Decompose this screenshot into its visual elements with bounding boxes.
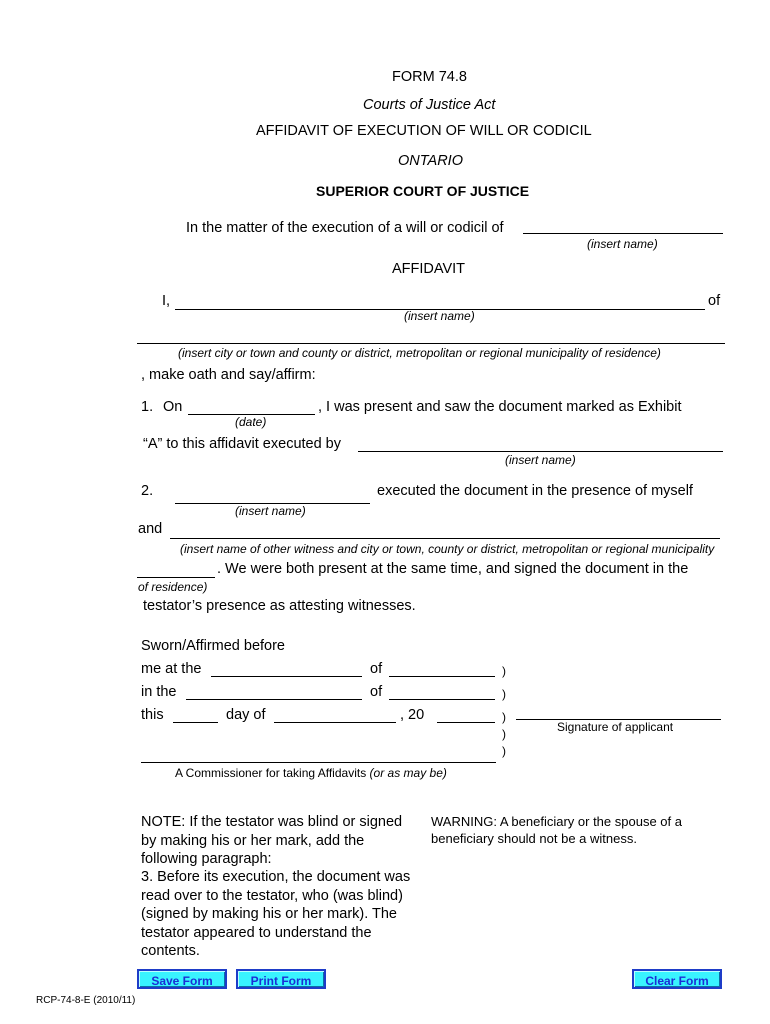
of1-field[interactable] <box>389 660 495 676</box>
para2-present: . We were both present at the same time, and signed the document in the <box>217 561 689 577</box>
day-field[interactable] <box>173 706 218 722</box>
witness2-line <box>170 538 720 539</box>
residence-field[interactable] <box>137 327 725 343</box>
executor-name-field[interactable] <box>358 435 723 451</box>
year-label: , 20 <box>400 707 425 723</box>
of-label: of <box>708 293 721 309</box>
sworn-heading: Sworn/Affirmed before <box>141 638 285 654</box>
para1-text: , I was present and saw the document marked as Exhibit <box>318 399 682 415</box>
form-number: FORM 74.8 <box>392 69 467 85</box>
commissioner-note: (or as may be) <box>369 766 447 780</box>
i-label: I, <box>162 293 171 309</box>
para2-executed: executed the document in the presence of myself <box>377 483 693 499</box>
of2-label: of <box>370 684 383 700</box>
court-name: SUPERIOR COURT OF JUSTICE <box>316 183 530 199</box>
note-text: NOTE: If the testator was blind or signed by making his or her mark, add the following paragraph: <box>141 814 403 867</box>
commissioner-label: A Commissioner for taking Affidavits (or as may be) <box>175 766 447 780</box>
witness2-residence-line <box>137 577 215 578</box>
witness2-residence-field[interactable] <box>137 561 215 577</box>
bracket-3: ) <box>502 710 506 724</box>
day-line <box>173 722 218 723</box>
para1-line2: “A” to this affidavit executed by <box>143 436 342 452</box>
matter-text: In the matter of the execution of a will or codicil of <box>186 220 504 236</box>
day-of-label: day of <box>226 707 266 723</box>
executor-name-line <box>358 451 723 452</box>
witness2-residence-hint: of residence) <box>138 580 208 594</box>
year-field[interactable] <box>437 706 495 722</box>
of1-line <box>389 676 495 677</box>
of1-label: of <box>370 661 383 677</box>
and-label: and <box>138 521 163 537</box>
witness1-name-hint: (insert name) <box>235 504 306 518</box>
act-name: Courts of Justice Act <box>363 97 496 113</box>
deponent-name-field[interactable] <box>175 293 705 309</box>
testator-name-hint: (insert name) <box>587 237 658 251</box>
testator-name-field[interactable] <box>523 218 723 234</box>
bracket-1: ) <box>502 664 506 678</box>
me-at-line <box>211 676 362 677</box>
para1-on: On <box>163 399 183 415</box>
residence-line <box>137 343 725 344</box>
bracket-4: ) <box>502 727 506 741</box>
para2-line4: testator’s presence as attesting witnesses. <box>143 598 416 614</box>
para2-number: 2. <box>141 483 154 499</box>
year-line <box>437 722 495 723</box>
deponent-name-hint: (insert name) <box>404 309 475 323</box>
affidavit-heading: AFFIDAVIT <box>392 261 466 277</box>
of2-line <box>389 699 495 700</box>
note-para3: 3. Before its execution, the document was read over to the testator, who (was blind) (signed by making his or her mark). The testator appeared to understand the contents. <box>141 869 411 959</box>
date-field[interactable] <box>188 398 315 414</box>
month-field[interactable] <box>274 706 396 722</box>
in-the-field[interactable] <box>186 683 362 699</box>
form-title: AFFIDAVIT OF EXECUTION OF WILL OR CODICIL <box>256 123 592 139</box>
witness2-hint: (insert name of other witness and city or town, county or district, metropolitan or regional municipality <box>180 542 715 556</box>
bracket-2: ) <box>502 687 506 701</box>
province: ONTARIO <box>398 153 463 169</box>
clear-form-button[interactable]: Clear Form <box>632 969 722 989</box>
residence-hint: (insert city or town and county or district, metropolitan or regional municipality of residence) <box>178 346 661 360</box>
executor-name-hint: (insert name) <box>505 453 576 467</box>
date-hint: (date) <box>235 415 267 429</box>
warning-text: WARNING: A beneficiary or the spouse of a beneficiary should not be a witness. <box>431 814 682 846</box>
me-at-field[interactable] <box>211 660 362 676</box>
this-label: this <box>141 707 164 723</box>
witness2-field[interactable] <box>170 522 720 538</box>
in-the-line <box>186 699 362 700</box>
bracket-5: ) <box>502 744 506 758</box>
of2-field[interactable] <box>389 683 495 699</box>
para1-number: 1. <box>141 399 154 415</box>
save-form-button[interactable]: Save Form <box>137 969 227 989</box>
month-line <box>274 722 396 723</box>
signature-label: Signature of applicant <box>557 720 674 734</box>
me-at-label: me at the <box>141 661 202 677</box>
oath-text: , make oath and say/affirm: <box>141 367 316 383</box>
print-form-button[interactable]: Print Form <box>236 969 326 989</box>
in-the-label: in the <box>141 684 177 700</box>
commissioner-line <box>141 762 496 763</box>
witness1-name-field[interactable] <box>175 487 370 503</box>
form-code: RCP-74-8-E (2010/11) <box>36 995 136 1006</box>
